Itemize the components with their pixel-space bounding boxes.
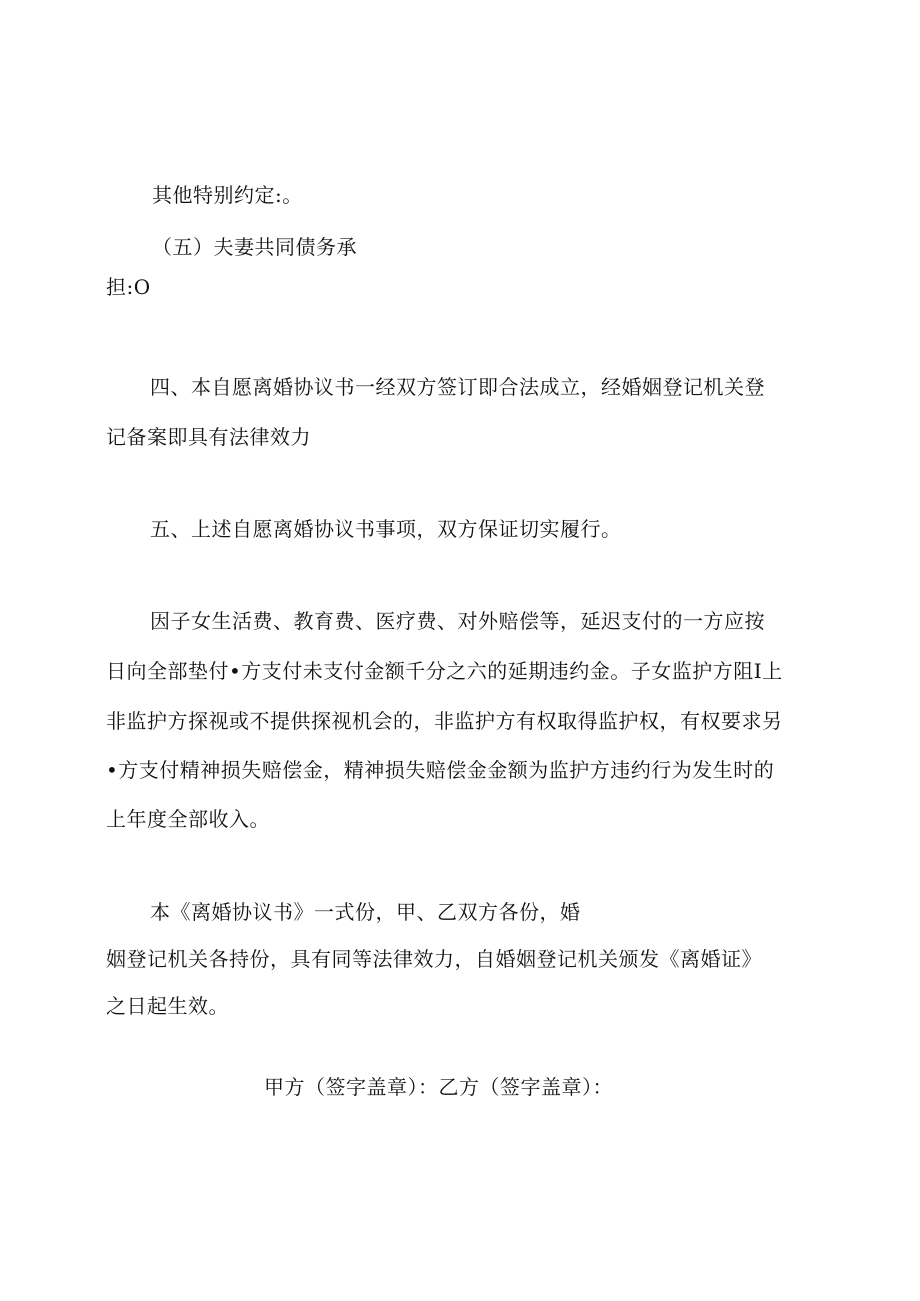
breach-paragraph-line3: 非监护方探视或不提供探视机会的，非监护方有权取得监护权，有权要求另 [106,709,783,733]
copies-paragraph-line2: 姻登记机关各持份，具有同等法律效力，自婚姻登记机关颁发《离婚证》 [106,947,762,971]
breach-paragraph-line1: 因子女生活费、教育费、医疗费、对外赔偿等，延迟支付的一方应按 [150,609,765,633]
clause-5-line: 五、上述自愿离婚协议书事项，双方保证切实履行。 [150,517,622,541]
copies-paragraph-line3: 之日起生效。 [106,994,229,1018]
clause-4-line2: 记备案即具有法律效力 [106,425,311,449]
special-agreement-line: 其他特别约定:。 [152,183,303,207]
breach-paragraph-line4: •方支付精神损失赔偿金，精神损失赔偿金金额为监护方违约行为发生时的 [106,758,775,782]
clause-4-line1: 四、本自愿离婚协议书一经双方签订即合法成立，经婚姻登记机关登 [150,375,765,399]
section-5-heading-line2: 担:O [106,275,151,299]
breach-paragraph-line5: 上年度全部收入。 [106,807,270,831]
section-5-heading-line1: （五）夫妻共同债务承 [152,235,357,259]
signature-line: 甲方（签字盖章）：乙方（签字盖章）： [264,1075,613,1099]
copies-paragraph-line1: 本《离婚协议书》一式份，甲、乙双方各份，婚 [150,900,581,924]
breach-paragraph-line2: 日向全部垫付•方支付未支付金额千分之六的延期违约金。子女监护方阻I上 [106,659,783,683]
